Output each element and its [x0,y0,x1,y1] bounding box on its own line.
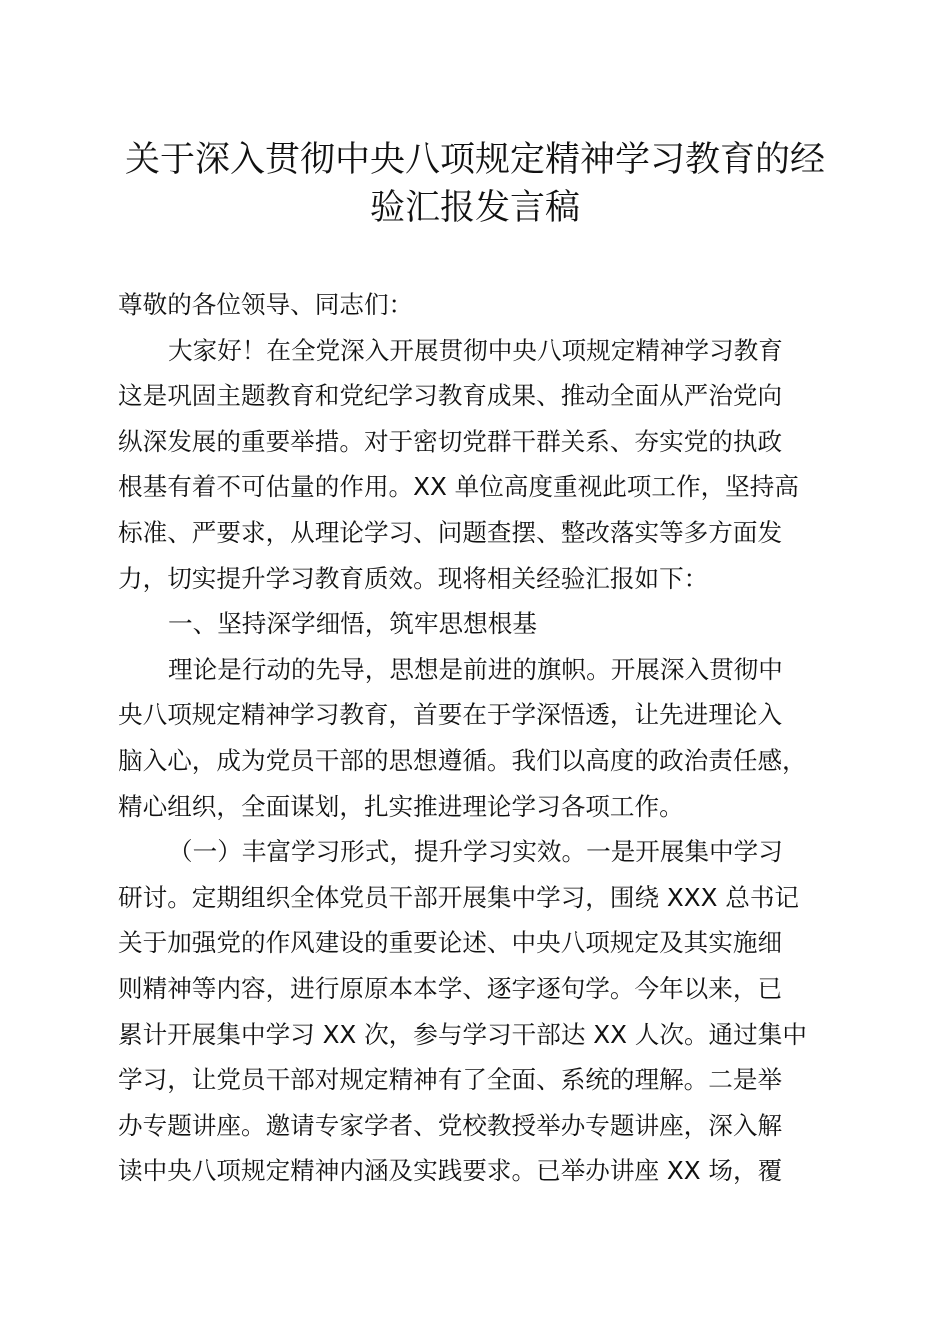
paragraph-line: 办专题讲座。邀请专家学者、党校教授举办专题讲座，深入解 [118,1110,783,1140]
paragraph-line: 学习，让党员干部对规定精神有了全面、系统的理解。二是举 [118,1065,783,1095]
title-line-1: 关于深入贯彻中央八项规定精神学习教育的经 [124,140,825,180]
paragraph-line: 则精神等内容，进行原原本本学、逐字逐句学。今年以来，已 [118,973,783,1003]
salutation: 尊敬的各位领导、同志们： [118,290,414,319]
paragraph-line: （一）丰富学习形式，提升学习实效。一是开展集中学习 [168,837,783,867]
paragraph-line: 纵深发展的重要举措。对于密切党群干群关系、夯实党的执政 [118,426,783,456]
title-line-2: 验汇报发言稿 [369,188,580,228]
document-title [90,136,860,232]
paragraph-line: 标准、严要求，从理论学习、问题查摆、整改落实等多方面发 [118,517,783,547]
paragraph-line: 累计开展集中学习 XX 次，参与学习干部达 XX 人次。通过集中 [118,1019,807,1049]
paragraph-line: 力，切实提升学习教育质效。现将相关经验汇报如下： [118,563,709,593]
paragraph-line: 精心组织，全面谋划，扎实推进理论学习各项工作。 [118,791,684,821]
paragraph-line: 研讨。定期组织全体党员干部开展集中学习，围绕 XXX 总书记 [118,882,800,912]
paragraph-line: 脑入心，成为党员干部的思想遵循。我们以高度的政治责任感， [118,745,807,775]
paragraph-line: 根基有着不可估量的作用。XX 单位高度重视此项工作，坚持高 [118,472,799,502]
section-heading: 一、坚持深学细悟，筑牢思想根基 [168,609,537,639]
paragraph-line: 理论是行动的先导，思想是前进的旗帜。开展深入贯彻中 [168,654,783,684]
paragraph-line: 这是巩固主题教育和党纪学习教育成果、推动全面从严治党向 [118,381,783,411]
paragraph-line: 读中央八项规定精神内涵及实践要求。已举办讲座 XX 场，覆 [118,1156,783,1186]
paragraph-line: 央八项规定精神学习教育，首要在于学深悟透，让先进理论入 [118,700,783,730]
paragraph-line: 大家好！在全党深入开展贯彻中央八项规定精神学习教育 [168,335,783,365]
paragraph-line: 关于加强党的作风建设的重要论述、中央八项规定及其实施细 [118,928,783,958]
document-body [118,282,830,1194]
